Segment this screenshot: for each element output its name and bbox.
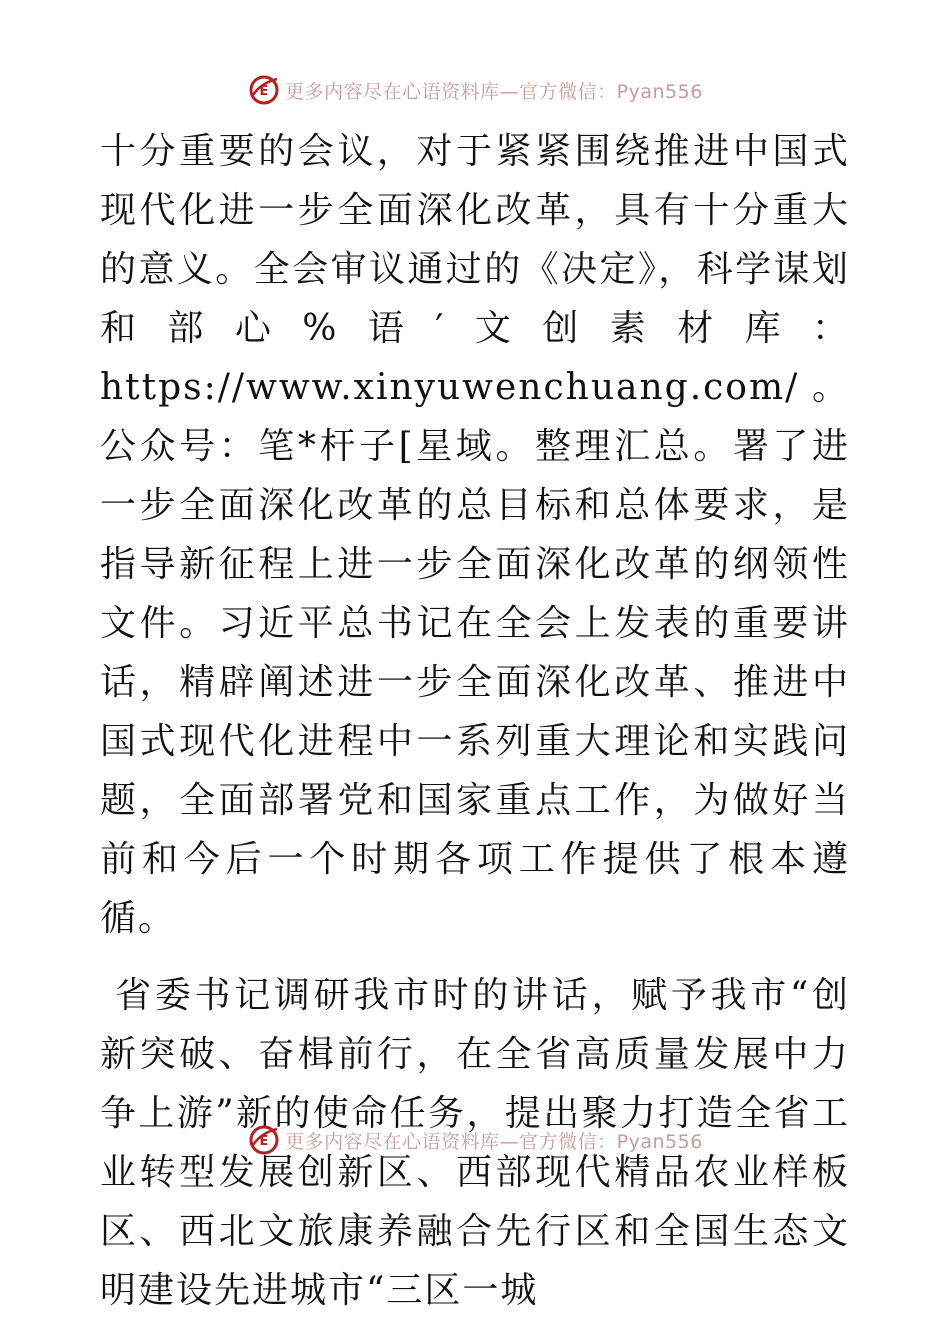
- paragraph-2: 省委书记调研我市时的讲话，赋予我市“创新突破、奋楫前行，在全省高质量发展中力争上游”新的使命任务，提出聚力打造全省工业转型发展创新区、西部现代精品农业样板区、西北文旅康养融合先行区和全国生态文明建设先进城市“三区一城: [100, 975, 850, 1311]
- footer-watermark-text: 更多内容尽在心语资料库—官方微信：Pyan556: [285, 1130, 703, 1153]
- header-watermark-text: 更多内容尽在心语资料库—官方微信：Pyan556: [285, 80, 703, 103]
- brand-logo-icon: [247, 1123, 281, 1157]
- brand-logo-icon: [247, 73, 281, 107]
- footer-watermark: [0, 1120, 950, 1160]
- paragraph-1: 十分重要的会议，对于紧紧围绕推进中国式现代化进一步全面深化改革，具有十分重大的意义。全会审议通过的《决定》，科学谋划和部心%语′文创素材库：https://www.xinyuwenchuang.com/。公众号：笔*杆子[星域。整理汇总。署了进一步全面深化改革的总目标和总体要求，是指导新征程上进一步全面深化改革的纲领性文件。习近平总书记在全会上发表的重要讲话，精辟阐述进一步全面深化改革、推进中国式现代化进程中一系列重大理论和实践问题，全面部署党和国家重点工作，为做好当前和今后一个时期各项工作提供了根本遵循。: [100, 131, 850, 939]
- brand-logo-letter: E: [259, 84, 269, 99]
- header-watermark: [0, 70, 950, 110]
- brand-logo-letter: E: [259, 1134, 269, 1149]
